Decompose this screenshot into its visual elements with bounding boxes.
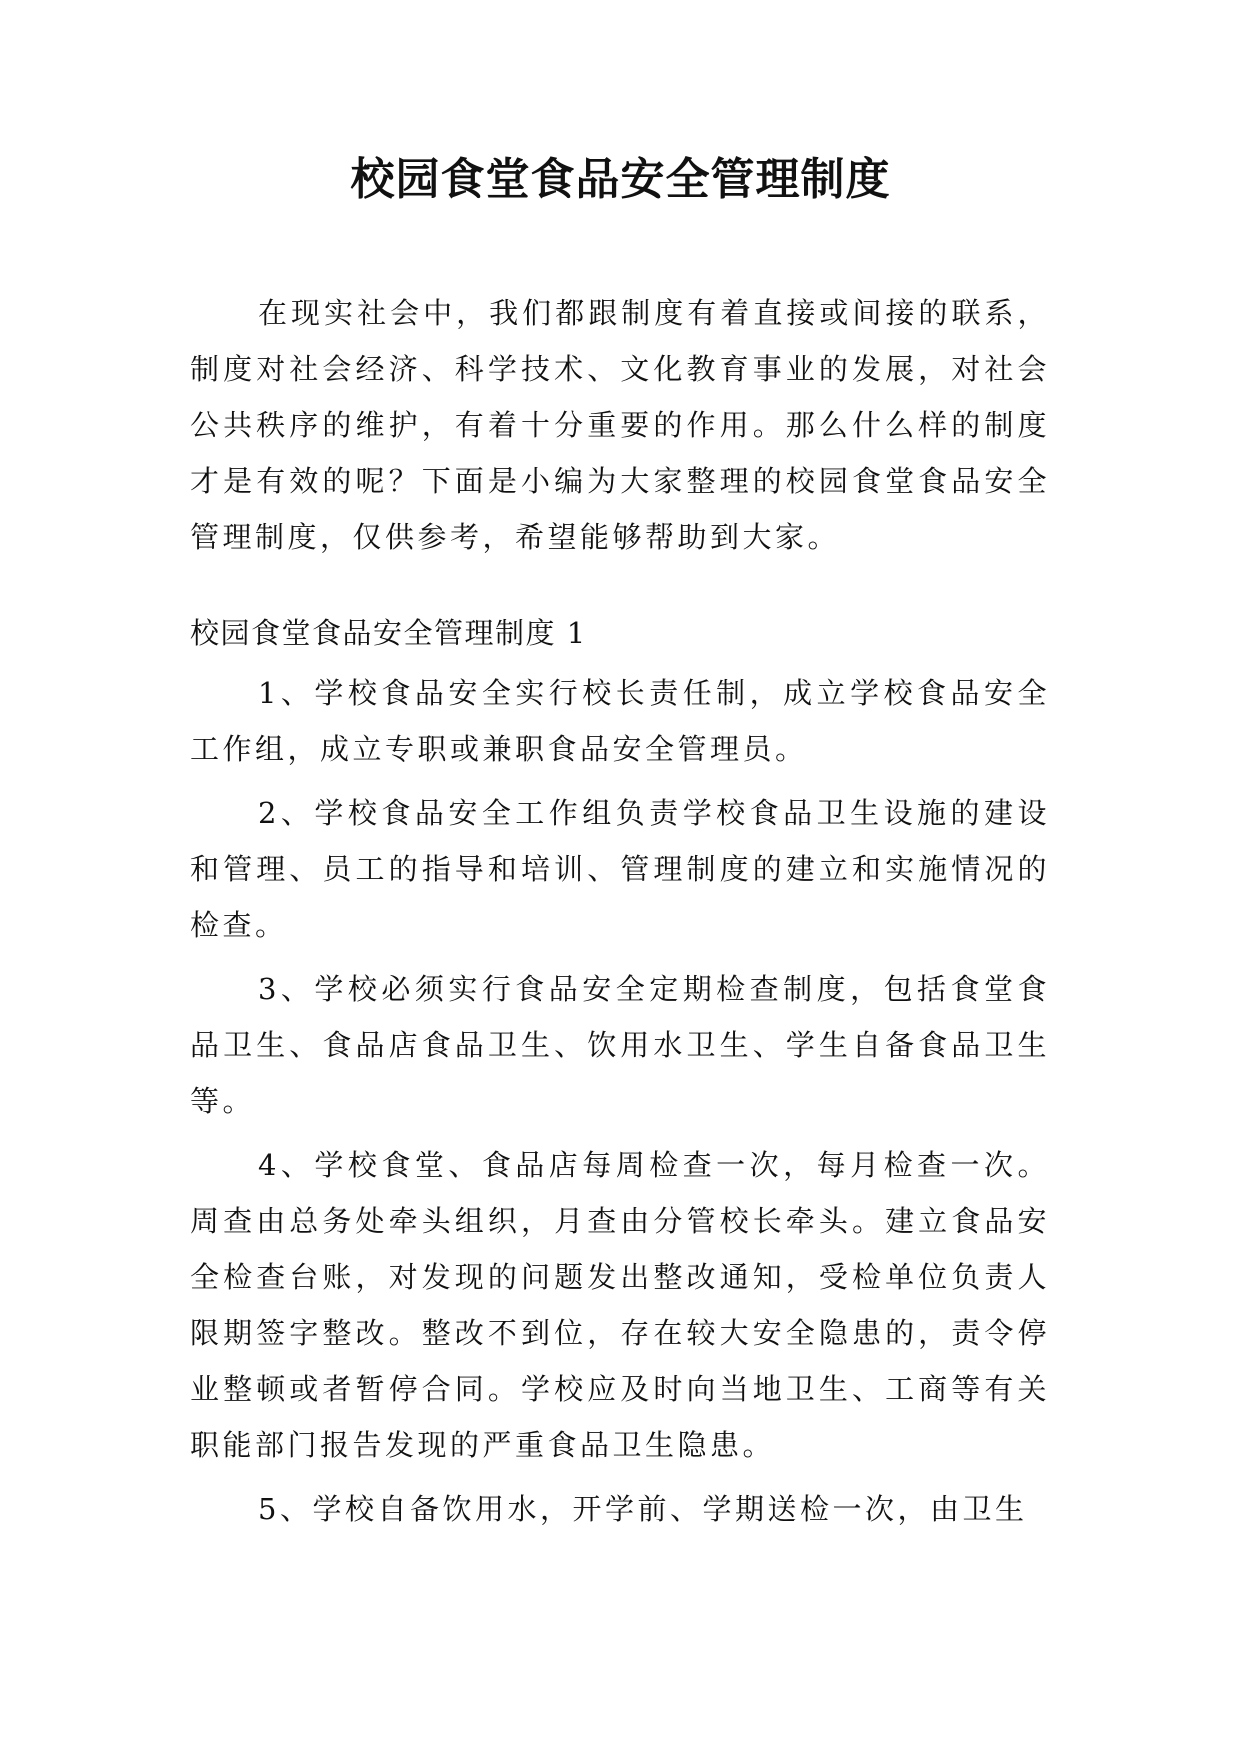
intro-paragraph: 在现实社会中，我们都跟制度有着直接或间接的联系，制度对社会经济、科学技术、文化教育事业的发展，对社会公共秩序的维护，有着十分重要的作用。那么什么样的制度才是有效的呢？下面是小编为大家整理的校园食堂食品安全管理制度，仅供参考，希望能够帮助到大家。 [190, 296, 1050, 554]
list-item: 1、学校食品安全实行校长责任制，成立学校食品安全工作组，成立专职或兼职食品安全管理员。 [190, 676, 1050, 766]
list-item: 4、学校食堂、食品店每周检查一次，每月检查一次。周查由总务处牵头组织，月查由分管校长牵头。建立食品安全检查台账，对发现的问题发出整改通知，受检单位负责人限期签字整改。整改不到位，存在较大安全隐患的，责令停业整顿或者暂停合同。学校应及时向当地卫生、工商等有关职能部门报告发现的严重食品卫生隐患。 [190, 1148, 1050, 1462]
list-item: 2、学校食品安全工作组负责学校食品卫生设施的建设和管理、员工的指导和培训、管理制度的建立和实施情况的检查。 [190, 796, 1050, 942]
section-heading: 校园食堂食品安全管理制度 1 [190, 616, 587, 650]
document-title: 校园食堂食品安全管理制度 [350, 154, 891, 205]
list-item: 3、学校必须实行食品安全定期检查制度，包括食堂食品卫生、食品店食品卫生、饮用水卫生、学生自备食品卫生等。 [190, 972, 1050, 1118]
document-body [190, 285, 1050, 1545]
list-item: 5、学校自备饮用水，开学前、学期送检一次，由卫生 [258, 1492, 1028, 1526]
